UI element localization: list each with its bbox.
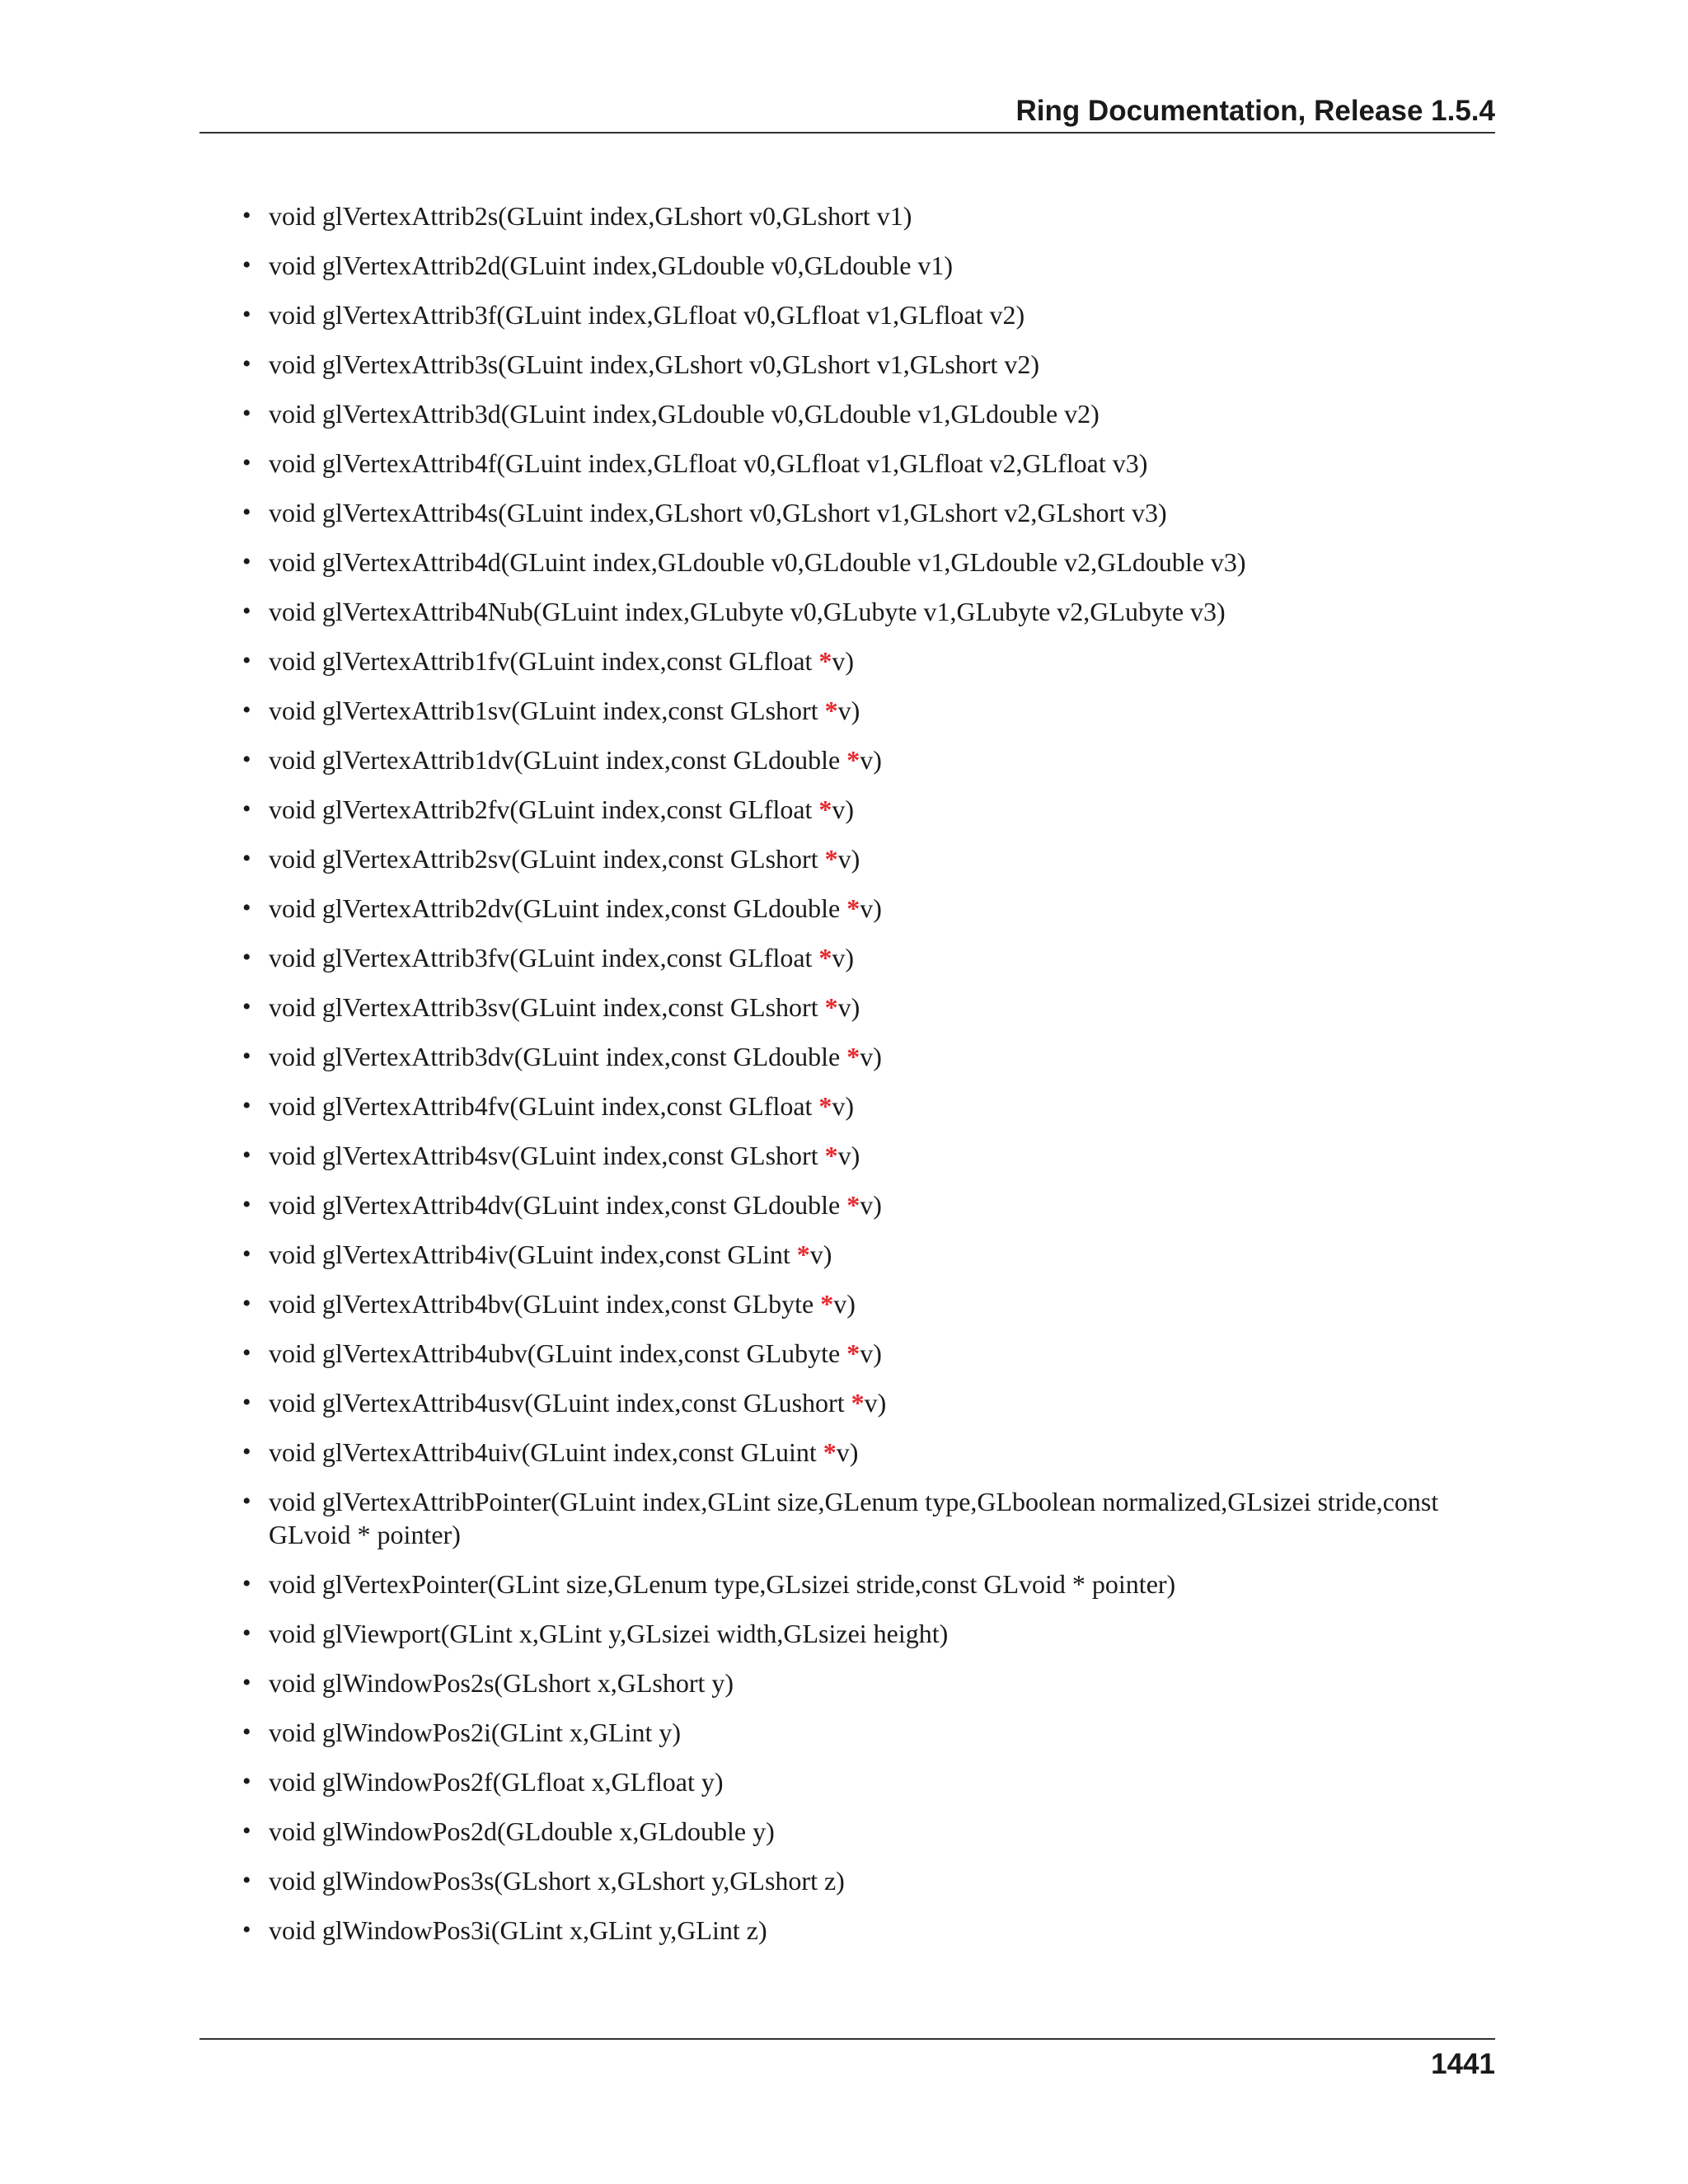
page-header xyxy=(199,92,1495,134)
bullet-icon: • xyxy=(242,944,251,971)
list-item xyxy=(239,1716,1496,1749)
list-item xyxy=(239,1485,1496,1551)
list-item xyxy=(239,991,1496,1024)
list-item xyxy=(239,644,1496,677)
list-item xyxy=(239,1337,1496,1370)
bullet-icon: • xyxy=(242,1141,251,1169)
page-number: 1441 xyxy=(1431,2048,1495,2080)
function-signature: void glVertexAttrib3d(GLuint index,GLdouble v0,GLdouble v1,GLdouble v2) xyxy=(269,399,1100,429)
list-item xyxy=(239,199,1496,232)
bullet-icon: • xyxy=(242,202,251,229)
function-signature: void glVertexAttrib4s(GLuint index,GLshort v0,GLshort v1,GLshort v2,GLshort v3) xyxy=(269,498,1167,527)
list-item xyxy=(239,546,1496,579)
function-signature: void glVertexAttrib2d(GLuint index,GLdouble v0,GLdouble v1) xyxy=(269,251,954,280)
header-title: Ring Documentation, Release 1.5.4 xyxy=(1015,95,1495,127)
function-signature: void glVertexAttrib3fv(GLuint index,const GLfloat xyxy=(269,943,819,972)
function-signature: void glVertexAttribPointer(GLuint index,GLint size,GLenum type,GLboolean normalized,GLsizei stride,const GLvoid * pointer) xyxy=(269,1487,1439,1549)
pointer-star: * xyxy=(818,794,832,824)
function-signature-tail: v) xyxy=(837,696,860,725)
list-item xyxy=(239,793,1496,826)
bullet-icon: • xyxy=(242,1290,251,1317)
bullet-icon: • xyxy=(242,251,251,279)
function-signature: void glVertexAttrib2sv(GLuint index,const GLshort xyxy=(269,844,825,874)
bullet-icon: • xyxy=(242,449,251,476)
bullet-icon: • xyxy=(242,1718,251,1746)
list-item xyxy=(239,397,1496,430)
function-signature-tail: v) xyxy=(860,745,882,775)
bullet-icon: • xyxy=(242,301,251,328)
bullet-icon: • xyxy=(242,795,251,823)
function-signature: void glWindowPos2i(GLint x,GLint y) xyxy=(269,1718,682,1747)
pointer-star: * xyxy=(846,745,860,775)
function-signature: void glVertexAttrib4bv(GLuint index,const GLbyte xyxy=(269,1289,821,1319)
pointer-star: * xyxy=(818,646,832,676)
function-signature-tail: v) xyxy=(860,1338,882,1368)
function-signature-tail: v) xyxy=(832,1091,855,1121)
pointer-star: * xyxy=(796,1240,810,1269)
bullet-icon: • xyxy=(242,350,251,377)
function-signature: void glVertexAttrib4dv(GLuint index,const GLdouble xyxy=(269,1190,847,1220)
list-item xyxy=(239,348,1496,381)
pointer-star: * xyxy=(824,696,838,725)
bullet-icon: • xyxy=(242,1240,251,1268)
function-signature: void glVertexAttrib1fv(GLuint index,const GLfloat xyxy=(269,646,819,676)
list-item xyxy=(239,1666,1496,1699)
function-signature: void glWindowPos3s(GLshort x,GLshort y,GLshort z) xyxy=(269,1866,845,1896)
pointer-star: * xyxy=(824,844,838,874)
function-signature: void glVertexAttrib1dv(GLuint index,const GLdouble xyxy=(269,745,847,775)
list-item xyxy=(239,1090,1496,1122)
bullet-icon: • xyxy=(242,1916,251,1943)
list-item xyxy=(239,842,1496,875)
list-item xyxy=(239,892,1496,925)
list-item xyxy=(239,1386,1496,1419)
list-item xyxy=(239,1914,1496,1947)
bullet-icon: • xyxy=(242,400,251,427)
function-signature-tail: v) xyxy=(860,1190,882,1220)
function-signature-tail: v) xyxy=(832,646,855,676)
list-item xyxy=(239,941,1496,974)
bullet-icon: • xyxy=(242,993,251,1020)
pointer-star: * xyxy=(846,1042,860,1071)
function-signature-tail: v) xyxy=(860,893,882,923)
list-item xyxy=(239,1815,1496,1848)
function-signature: void glWindowPos3i(GLint x,GLint y,GLint z) xyxy=(269,1915,767,1945)
list-item xyxy=(239,298,1496,331)
list-item xyxy=(239,595,1496,628)
bullet-icon: • xyxy=(242,1191,251,1218)
function-signature-tail: v) xyxy=(833,1289,856,1319)
function-signature-tail: v) xyxy=(832,943,855,972)
function-signature: void glVertexAttrib4d(GLuint index,GLdouble v0,GLdouble v1,GLdouble v2,GLdouble v3) xyxy=(269,547,1246,577)
list-item xyxy=(239,496,1496,529)
function-signature: void glVertexAttrib1sv(GLuint index,const GLshort xyxy=(269,696,825,725)
footer-rule xyxy=(199,2038,1495,2040)
list-item xyxy=(239,743,1496,776)
bullet-icon: • xyxy=(242,1438,251,1465)
function-signature: void glVertexAttrib3f(GLuint index,GLfloat v0,GLfloat v1,GLfloat v2) xyxy=(269,300,1025,330)
bullet-icon: • xyxy=(242,845,251,872)
function-signature-tail: v) xyxy=(837,844,860,874)
function-signature: void glWindowPos2f(GLfloat x,GLfloat y) xyxy=(269,1767,724,1797)
list-item xyxy=(239,1765,1496,1798)
function-signature-tail: v) xyxy=(864,1388,887,1418)
pointer-star: * xyxy=(818,943,832,972)
bullet-icon: • xyxy=(242,1570,251,1597)
function-signature: void glVertexAttrib2s(GLuint index,GLshort v0,GLshort v1) xyxy=(269,201,912,231)
list-item xyxy=(239,1040,1496,1073)
pointer-star: * xyxy=(824,1141,838,1170)
function-signature: void glVertexAttrib4fv(GLuint index,const GLfloat xyxy=(269,1091,819,1121)
list-item xyxy=(239,1617,1496,1650)
pointer-star: * xyxy=(846,1338,860,1368)
bullet-icon: • xyxy=(242,696,251,724)
list-item xyxy=(239,1287,1496,1320)
function-signature: void glVertexPointer(GLint size,GLenum type,GLsizei stride,const GLvoid * pointer) xyxy=(269,1569,1176,1599)
function-signature-tail: v) xyxy=(837,992,860,1022)
bullet-icon: • xyxy=(242,746,251,773)
bullet-icon: • xyxy=(242,1488,251,1515)
list-item xyxy=(239,694,1496,727)
bullet-icon: • xyxy=(242,1092,251,1119)
function-signature: void glVertexAttrib4f(GLuint index,GLfloat v0,GLfloat v1,GLfloat v2,GLfloat v3) xyxy=(269,448,1148,478)
function-signature-tail: v) xyxy=(809,1240,832,1269)
list-item xyxy=(239,447,1496,480)
list-item xyxy=(239,1568,1496,1601)
bullet-icon: • xyxy=(242,1339,251,1366)
function-signature: void glVertexAttrib3dv(GLuint index,const GLdouble xyxy=(269,1042,847,1071)
bullet-icon: • xyxy=(242,1817,251,1844)
pointer-star: * xyxy=(846,1190,860,1220)
bullet-icon: • xyxy=(242,1768,251,1795)
function-signature: void glVertexAttrib4iv(GLuint index,const GLint xyxy=(269,1240,797,1269)
function-signature: void glVertexAttrib2fv(GLuint index,const GLfloat xyxy=(269,794,819,824)
function-signature: void glViewport(GLint x,GLint y,GLsizei width,GLsizei height) xyxy=(269,1619,949,1648)
list-item xyxy=(239,249,1496,282)
function-signature: void glVertexAttrib3s(GLuint index,GLshort v0,GLshort v1,GLshort v2) xyxy=(269,349,1039,379)
function-signature: void glVertexAttrib3sv(GLuint index,const GLshort xyxy=(269,992,825,1022)
function-signature: void glVertexAttrib4usv(GLuint index,const GLushort xyxy=(269,1388,851,1418)
bullet-icon: • xyxy=(242,647,251,674)
function-list xyxy=(239,199,1496,1963)
list-item xyxy=(239,1188,1496,1221)
bullet-icon: • xyxy=(242,1043,251,1070)
function-signature: void glVertexAttrib4uiv(GLuint index,const GLuint xyxy=(269,1437,823,1467)
function-signature: void glWindowPos2s(GLshort x,GLshort y) xyxy=(269,1668,734,1698)
pointer-star: * xyxy=(818,1091,832,1121)
bullet-icon: • xyxy=(242,598,251,625)
pointer-star: * xyxy=(824,992,838,1022)
function-signature: void glWindowPos2d(GLdouble x,GLdouble y) xyxy=(269,1816,775,1846)
bullet-icon: • xyxy=(242,499,251,526)
function-signature-tail: v) xyxy=(832,794,855,824)
bullet-icon: • xyxy=(242,894,251,921)
pointer-star: * xyxy=(851,1388,865,1418)
function-signature: void glVertexAttrib2dv(GLuint index,const GLdouble xyxy=(269,893,847,923)
bullet-icon: • xyxy=(242,1669,251,1696)
bullet-icon: • xyxy=(242,548,251,575)
list-item xyxy=(239,1436,1496,1469)
function-signature: void glVertexAttrib4Nub(GLuint index,GLubyte v0,GLubyte v1,GLubyte v2,GLubyte v3) xyxy=(269,597,1226,626)
function-signature-tail: v) xyxy=(837,1141,860,1170)
function-signature-tail: v) xyxy=(836,1437,859,1467)
bullet-icon: • xyxy=(242,1867,251,1894)
pointer-star: * xyxy=(820,1289,834,1319)
pointer-star: * xyxy=(846,893,860,923)
pointer-star: * xyxy=(823,1437,837,1467)
list-item xyxy=(239,1864,1496,1897)
bullet-icon: • xyxy=(242,1619,251,1647)
function-signature-tail: v) xyxy=(860,1042,882,1071)
bullet-icon: • xyxy=(242,1389,251,1416)
list-item xyxy=(239,1238,1496,1271)
list-item xyxy=(239,1139,1496,1172)
function-signature: void glVertexAttrib4sv(GLuint index,const GLshort xyxy=(269,1141,825,1170)
function-signature: void glVertexAttrib4ubv(GLuint index,const GLubyte xyxy=(269,1338,847,1368)
